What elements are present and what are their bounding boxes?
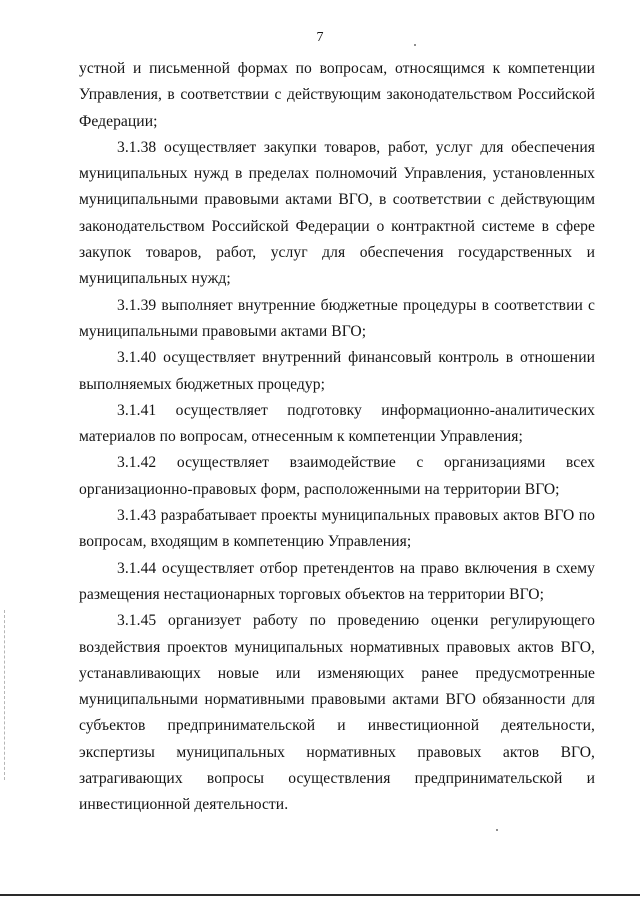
paragraph-3-1-45: 3.1.45 организует работу по проведению оценки регулирующего воздействия проектов муниципальных нормативных правовых актов ВГО, устанавливающих новые или изменяющих ранее предусмотренные муниципальными нормативными правовыми актами ВГО обязанности для субъектов предпринимательской и инвестиционной деятельности, экспертизы муниципальных нормативных правовых актов ВГО, затрагивающих вопросы осуществления предпринимательской и инвестиционной деятельности. xyxy=(79,612,595,814)
paragraph-continuation: устной и письменной формах по вопросам, относящимся к компетенции Управления, в соответствии с действующим законодательством Российской Федерации; xyxy=(79,60,595,130)
scan-edge-artifact xyxy=(4,610,6,780)
paragraph-3-1-41: 3.1.41 осуществляет подготовку информационно-аналитических материалов по вопросам, отнесенным к компетенции Управления; xyxy=(79,401,595,446)
paragraph-3-1-40: 3.1.40 осуществляет внутренний финансовый контроль в отношении выполняемых бюджетных процедур; xyxy=(79,349,595,393)
scan-bottom-edge xyxy=(0,894,640,896)
page-number: 7 xyxy=(316,30,324,45)
paragraph-3-1-43: 3.1.43 разрабатывает проекты муниципальных правовых актов ВГО по вопросам, входящим в компетенцию Управления; xyxy=(79,507,595,551)
paragraph-3-1-38: 3.1.38 осуществляет закупки товаров, работ, услуг для обеспечения муниципальных нужд в пределах полномочий Управления, установленных муниципальными правовыми актами ВГО, в соответствии с действующим законодательством Российской Федерации о контрактной системе в сфере закупок товаров, работ, услуг для обеспечения государственных и муниципальных нужд; xyxy=(79,138,595,288)
scan-speck xyxy=(414,44,416,46)
paragraph-3-1-42: 3.1.42 осуществляет взаимодействие с организациями всех организационно-правовых форм, расположенными на территории ВГО; xyxy=(79,454,595,498)
paragraph-3-1-44: 3.1.44 осуществляет отбор претендентов на право включения в схему размещения нестационарных торговых объектов на территории ВГО; xyxy=(79,559,595,603)
scan-speck xyxy=(496,829,498,831)
paragraph-3-1-39: 3.1.39 выполняет внутренние бюджетные процедуры в соответствии с муниципальными правовыми актами ВГО; xyxy=(79,296,595,340)
document-body xyxy=(79,56,595,819)
